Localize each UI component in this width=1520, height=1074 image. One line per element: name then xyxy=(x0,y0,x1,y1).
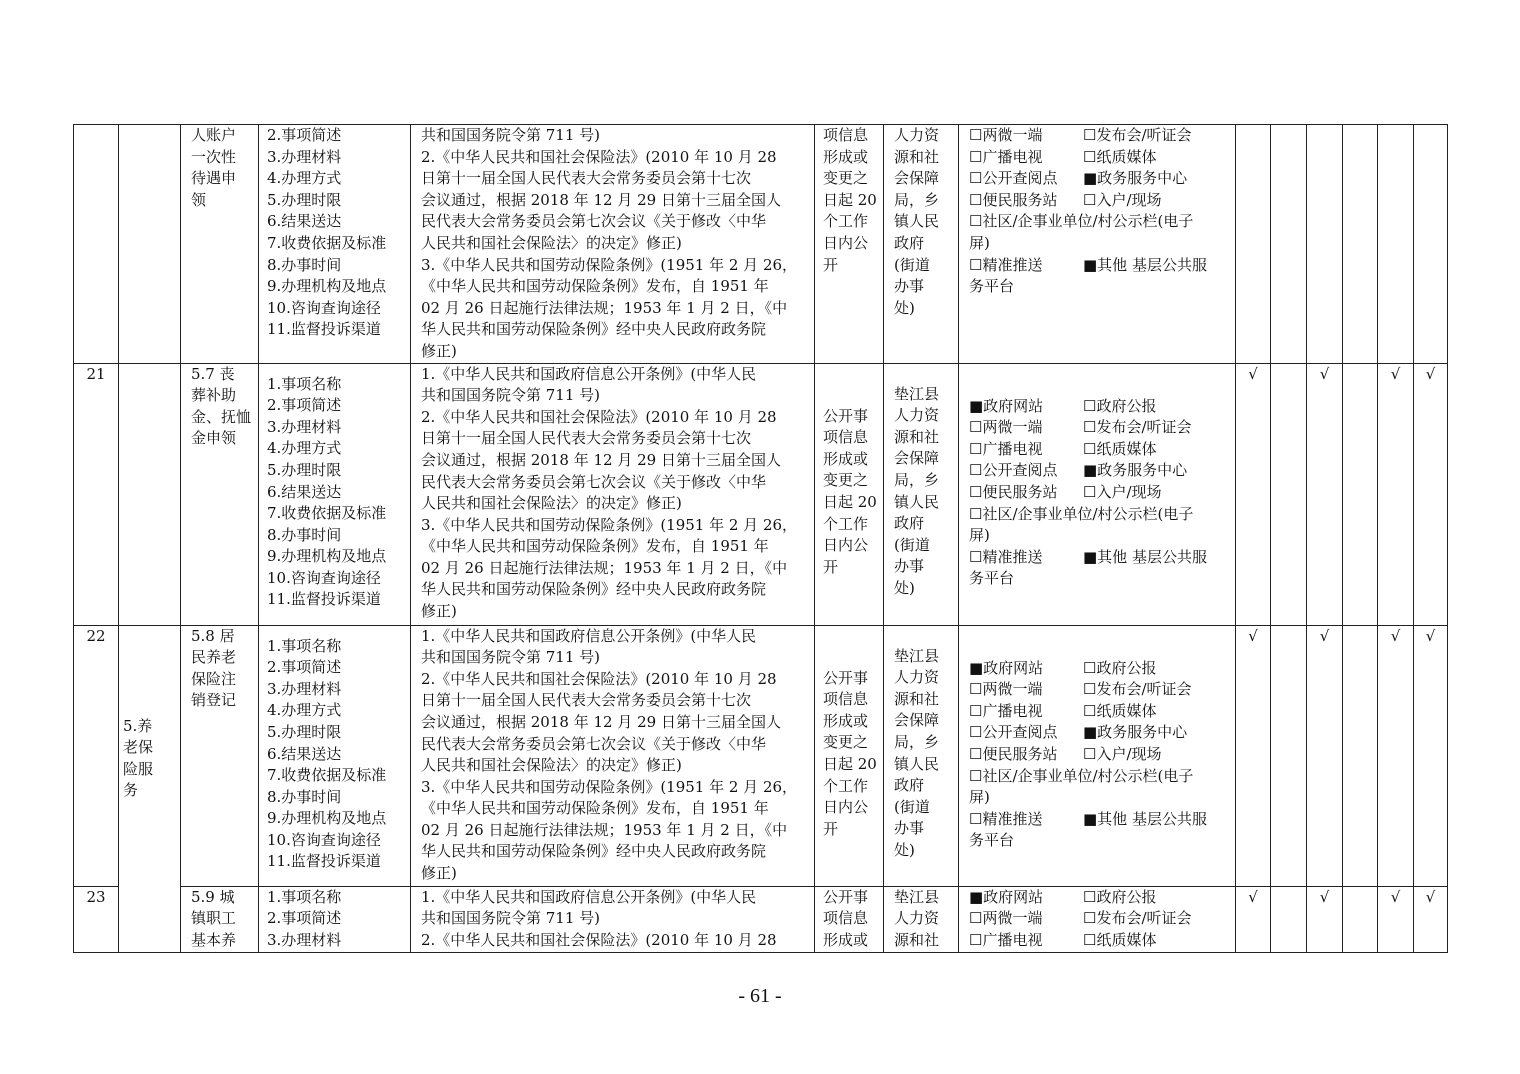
check-mark-cell: √ xyxy=(1378,625,1414,886)
basis-line: 共和国国务院令第 711 号) xyxy=(421,909,601,928)
channel-option: ☐入户/现场 xyxy=(1083,190,1162,209)
subject-line: 镇人民 xyxy=(894,212,940,231)
item-name-line: 金申领 xyxy=(191,429,237,448)
channel-option: ☐社区/企事业单位/村公示栏(电子 xyxy=(969,212,1194,231)
channel-option: 屏) xyxy=(969,526,990,545)
channel-option: ☐发布会/听证会 xyxy=(1083,680,1192,699)
subject-line: 局，乡 xyxy=(894,470,940,489)
basis-line: 共和国国务院令第 711 号) xyxy=(421,648,601,667)
content-line: 10.咨询查询途径 xyxy=(267,298,381,317)
item-name-line: 一次性 xyxy=(191,147,237,166)
disclosure-basis-cell xyxy=(411,125,815,364)
item-name-line: 人账户 xyxy=(191,126,237,144)
subject-line: 会保障 xyxy=(894,711,940,730)
channel-option: ☐两微一端 xyxy=(969,680,1043,699)
channel-row xyxy=(969,744,1231,766)
content-line: 10.咨询查询途径 xyxy=(267,568,381,587)
channel-option: ■政务服务中心 xyxy=(1083,723,1188,742)
subject-line: 人力资 xyxy=(894,909,940,928)
disclosure-content-cell xyxy=(259,886,411,952)
channel-row xyxy=(969,482,1231,504)
basis-line: 人民共和国社会保险法〉的决定》修正) xyxy=(421,756,682,775)
content-line: 2.事项简述 xyxy=(267,909,342,928)
disclosure-channel-cell xyxy=(959,125,1236,364)
basis-line: 2.《中华人民共和国社会保险法》(2010 年 10 月 28 xyxy=(421,669,777,688)
channel-option: ☐入户/现场 xyxy=(1083,482,1162,501)
subject-line: 源和社 xyxy=(894,427,940,446)
channel-row xyxy=(969,460,1231,482)
basis-line: 1.《中华人民共和国政府信息公开条例》(中华人民 xyxy=(421,364,757,383)
subject-line: 人力资 xyxy=(894,126,940,144)
category-line: 险服 xyxy=(123,759,154,778)
basis-line: 修正) xyxy=(421,602,457,621)
item-name-cell xyxy=(181,625,259,886)
basis-line: 民代表大会常务委员会第七次会议《关于修改〈中华 xyxy=(421,212,767,231)
channel-option: ☐两微一端 xyxy=(969,126,1043,144)
channel-row xyxy=(969,504,1231,526)
basis-line: 2.《中华人民共和国社会保险法》(2010 年 10 月 28 xyxy=(421,407,777,426)
time-line: 项信息 xyxy=(823,909,869,928)
subject-line: (街道 xyxy=(894,535,930,554)
subject-line: 处) xyxy=(894,298,915,317)
time-line: 形成或 xyxy=(823,930,869,949)
channel-row xyxy=(969,396,1231,418)
subject-line: 垫江县 xyxy=(894,887,940,906)
channel-row xyxy=(969,679,1231,701)
channel-row xyxy=(969,568,1231,590)
item-name-line: 领 xyxy=(191,190,207,209)
subject-line: 办事 xyxy=(894,557,925,576)
channel-row xyxy=(969,547,1231,569)
channel-option: ☐公开查阅点 xyxy=(969,169,1058,188)
channel-row xyxy=(969,525,1231,547)
subject-line: 办事 xyxy=(894,819,925,838)
basis-line: 华人民共和国劳动保险条例》经中央人民政府政务院 xyxy=(421,580,767,599)
channel-option: ☐广播电视 xyxy=(969,930,1043,949)
category-cell xyxy=(119,363,181,625)
content-line: 2.事项简述 xyxy=(267,396,342,415)
time-line: 个工作 xyxy=(823,212,869,231)
check-mark-cell: √ xyxy=(1236,886,1271,952)
time-line: 公开事 xyxy=(823,668,869,687)
item-name-cell xyxy=(181,363,259,625)
disclosure-subject-cell xyxy=(884,363,959,625)
disclosure-content-cell xyxy=(259,125,411,364)
channel-option: ☐纸质媒体 xyxy=(1083,439,1157,458)
check-mark-cell xyxy=(1271,125,1307,364)
category-line: 老保 xyxy=(123,738,154,757)
channel-option: ■其他 基层公共服 xyxy=(1083,809,1207,828)
table-row xyxy=(74,125,1448,364)
check-mark-cell: √ xyxy=(1307,363,1343,625)
time-line: 个工作 xyxy=(823,776,869,795)
serial-number-cell: 23 xyxy=(74,886,119,952)
subject-line: 源和社 xyxy=(894,147,940,166)
time-line: 日起 20 xyxy=(823,492,877,511)
disclosure-basis-cell xyxy=(411,886,815,952)
item-name-line: 基本养 xyxy=(191,930,237,949)
serial-number-cell: 22 xyxy=(74,625,119,886)
content-line: 3.办理材料 xyxy=(267,417,342,436)
disclosure-table xyxy=(73,124,1448,953)
subject-line: 源和社 xyxy=(894,689,940,708)
channel-row xyxy=(969,701,1231,723)
category-cell xyxy=(119,625,181,952)
time-line: 公开事 xyxy=(823,406,869,425)
channel-row xyxy=(969,930,1231,952)
table-row xyxy=(74,886,1448,952)
basis-line: 会议通过，根据 2018 年 12 月 29 日第十三届全国人 xyxy=(421,450,781,469)
channel-option: ■政务服务中心 xyxy=(1083,461,1188,480)
check-mark-cell: √ xyxy=(1414,625,1448,886)
channel-option: ☐广播电视 xyxy=(969,147,1043,166)
channel-option: ☐发布会/听证会 xyxy=(1083,126,1192,144)
channel-option: ■政府网站 xyxy=(969,887,1044,906)
subject-line: 垫江县 xyxy=(894,646,940,665)
basis-line: 2.《中华人民共和国社会保险法》(2010 年 10 月 28 xyxy=(421,147,777,166)
check-mark-cell: √ xyxy=(1378,363,1414,625)
time-line: 形成或 xyxy=(823,449,869,468)
subject-line: 镇人民 xyxy=(894,754,940,773)
subject-line: 局，乡 xyxy=(894,190,940,209)
subject-line: 政府 xyxy=(894,776,925,795)
channel-option: ☐广播电视 xyxy=(969,439,1043,458)
check-mark-cell xyxy=(1343,125,1378,364)
channel-option: ■其他 基层公共服 xyxy=(1083,255,1207,274)
serial-number-cell xyxy=(74,125,119,364)
channel-row xyxy=(969,233,1231,255)
channel-row xyxy=(969,190,1231,212)
disclosure-time-cell xyxy=(815,625,884,886)
basis-line: 3.《中华人民共和国劳动保险条例》(1951 年 2 月 26， xyxy=(421,255,798,274)
time-line: 变更之 xyxy=(823,169,869,188)
channel-option: ☐政府公报 xyxy=(1083,887,1157,906)
check-mark-cell xyxy=(1378,125,1414,364)
channel-row xyxy=(969,787,1231,809)
basis-line: 1.《中华人民共和国政府信息公开条例》(中华人民 xyxy=(421,887,757,906)
content-line: 6.结果送达 xyxy=(267,482,342,501)
channel-option: 务平台 xyxy=(969,277,1015,296)
subject-line: (街道 xyxy=(894,255,930,274)
content-line: 11.监督投诉渠道 xyxy=(267,590,381,609)
item-name-line: 销登记 xyxy=(191,691,237,710)
content-line: 1.事项名称 xyxy=(267,636,342,655)
category-cell xyxy=(119,125,181,364)
basis-line: 《中华人民共和国劳动保险条例》发布，自 1951 年 xyxy=(421,537,769,556)
subject-line: 会保障 xyxy=(894,449,940,468)
basis-line: 华人民共和国劳动保险条例》经中央人民政府政务院 xyxy=(421,320,767,339)
basis-line: 《中华人民共和国劳动保险条例》发布，自 1951 年 xyxy=(421,277,769,296)
channel-row xyxy=(969,211,1231,233)
channel-option: ☐精准推送 xyxy=(969,255,1043,274)
time-line: 项信息 xyxy=(823,428,869,447)
time-line: 开 xyxy=(823,819,839,838)
basis-line: 02 月 26 日起施行法律法规；1953 年 1 月 2 日，《中 xyxy=(421,298,788,317)
table-body xyxy=(74,125,1448,953)
basis-line: 人民共和国社会保险法〉的决定》修正) xyxy=(421,494,682,513)
time-line: 项信息 xyxy=(823,126,869,144)
channel-row xyxy=(969,830,1231,852)
item-name-line: 5.9 城 xyxy=(191,887,235,906)
check-mark-cell xyxy=(1236,125,1271,364)
table-row xyxy=(74,625,1448,886)
content-line: 1.事项名称 xyxy=(267,374,342,393)
content-line: 3.办理材料 xyxy=(267,930,342,949)
check-mark-cell xyxy=(1343,625,1378,886)
channel-option: ☐社区/企事业单位/村公示栏(电子 xyxy=(969,504,1194,523)
basis-line: 3.《中华人民共和国劳动保险条例》(1951 年 2 月 26， xyxy=(421,777,798,796)
check-mark-cell xyxy=(1307,125,1343,364)
table-row xyxy=(74,363,1448,625)
channel-option: 务平台 xyxy=(969,569,1015,588)
check-mark-cell: √ xyxy=(1307,886,1343,952)
check-mark-cell: √ xyxy=(1378,886,1414,952)
basis-line: 修正) xyxy=(421,341,457,360)
channel-row xyxy=(969,722,1231,744)
disclosure-basis-cell xyxy=(411,363,815,625)
time-line: 日起 20 xyxy=(823,190,877,209)
disclosure-subject-cell xyxy=(884,125,959,364)
channel-option: ■其他 基层公共服 xyxy=(1083,547,1207,566)
channel-option: ☐公开查阅点 xyxy=(969,461,1058,480)
channel-option: ☐发布会/听证会 xyxy=(1083,909,1192,928)
subject-line: 会保障 xyxy=(894,169,940,188)
channel-option: 屏) xyxy=(969,788,990,807)
item-name-cell xyxy=(181,886,259,952)
check-mark-cell: √ xyxy=(1236,625,1271,886)
content-line: 6.结果送达 xyxy=(267,744,342,763)
time-line: 变更之 xyxy=(823,471,869,490)
basis-line: 共和国国务院令第 711 号) xyxy=(421,126,601,144)
item-name-line: 镇职工 xyxy=(191,909,237,928)
check-mark-cell xyxy=(1271,886,1307,952)
content-line: 9.办理机构及地点 xyxy=(267,277,387,296)
disclosure-channel-cell xyxy=(959,625,1236,886)
subject-line: 垫江县 xyxy=(894,384,940,403)
disclosure-basis-cell xyxy=(411,625,815,886)
basis-line: 日第十一届全国人民代表大会常务委员会第十七次 xyxy=(421,429,752,448)
item-name-line: 5.8 居 xyxy=(191,626,235,645)
channel-option: ☐纸质媒体 xyxy=(1083,930,1157,949)
channel-option: ☐发布会/听证会 xyxy=(1083,418,1192,437)
time-line: 日内公 xyxy=(823,233,869,252)
page-number: - 61 - xyxy=(738,985,782,1007)
time-line: 开 xyxy=(823,255,839,274)
time-line: 日内公 xyxy=(823,798,869,817)
disclosure-content-cell xyxy=(259,625,411,886)
disclosure-time-cell xyxy=(815,363,884,625)
serial-number-cell: 21 xyxy=(74,363,119,625)
channel-option: ☐政府公报 xyxy=(1083,396,1157,415)
channel-option: ☐精准推送 xyxy=(969,547,1043,566)
channel-option: ■政务服务中心 xyxy=(1083,169,1188,188)
disclosure-time-cell xyxy=(815,886,884,952)
channel-option: 务平台 xyxy=(969,831,1015,850)
content-line: 5.办理时限 xyxy=(267,190,342,209)
time-line: 形成或 xyxy=(823,147,869,166)
basis-line: 02 月 26 日起施行法律法规；1953 年 1 月 2 日，《中 xyxy=(421,820,788,839)
content-line: 3.办理材料 xyxy=(267,679,342,698)
item-name-line: 金、抚恤 xyxy=(191,407,252,426)
time-line: 日内公 xyxy=(823,536,869,555)
channel-option: ☐纸质媒体 xyxy=(1083,701,1157,720)
channel-row xyxy=(969,125,1231,147)
disclosure-channel-cell xyxy=(959,363,1236,625)
channel-option: ☐便民服务站 xyxy=(969,744,1058,763)
content-line: 9.办理机构及地点 xyxy=(267,547,387,566)
category-line: 5.养 xyxy=(123,716,153,735)
time-line: 个工作 xyxy=(823,514,869,533)
basis-line: 会议通过，根据 2018 年 12 月 29 日第十三届全国人 xyxy=(421,712,781,731)
disclosure-subject-cell xyxy=(884,886,959,952)
channel-option: ☐纸质媒体 xyxy=(1083,147,1157,166)
basis-line: 人民共和国社会保险法〉的决定》修正) xyxy=(421,233,682,252)
basis-line: 日第十一届全国人民代表大会常务委员会第十七次 xyxy=(421,169,752,188)
subject-line: 人力资 xyxy=(894,406,940,425)
check-mark-cell: √ xyxy=(1307,625,1343,886)
basis-line: 2.《中华人民共和国社会保险法》(2010 年 10 月 28 xyxy=(421,930,777,949)
basis-line: 共和国国务院令第 711 号) xyxy=(421,386,601,405)
channel-option: ☐公开查阅点 xyxy=(969,723,1058,742)
subject-line: 政府 xyxy=(894,514,925,533)
time-line: 形成或 xyxy=(823,711,869,730)
channel-row xyxy=(969,276,1231,298)
check-mark-cell: √ xyxy=(1236,363,1271,625)
channel-option: ☐两微一端 xyxy=(969,418,1043,437)
channel-row xyxy=(969,766,1231,788)
basis-line: 《中华人民共和国劳动保险条例》发布，自 1951 年 xyxy=(421,799,769,818)
basis-line: 1.《中华人民共和国政府信息公开条例》(中华人民 xyxy=(421,626,757,645)
subject-line: (街道 xyxy=(894,797,930,816)
check-mark-cell xyxy=(1343,886,1378,952)
content-line: 9.办理机构及地点 xyxy=(267,809,387,828)
channel-row xyxy=(969,147,1231,169)
disclosure-channel-cell xyxy=(959,886,1236,952)
channel-row xyxy=(969,908,1231,930)
content-line: 11.监督投诉渠道 xyxy=(267,320,381,339)
basis-line: 修正) xyxy=(421,864,457,883)
time-line: 日起 20 xyxy=(823,754,877,773)
channel-row xyxy=(969,255,1231,277)
channel-option: ☐入户/现场 xyxy=(1083,744,1162,763)
content-line: 8.办事时间 xyxy=(267,787,342,806)
channel-option: ☐广播电视 xyxy=(969,701,1043,720)
channel-row xyxy=(969,887,1231,909)
channel-row xyxy=(969,417,1231,439)
channel-option: ☐精准推送 xyxy=(969,809,1043,828)
item-name-line: 待遇申 xyxy=(191,169,237,188)
subject-line: 处) xyxy=(894,840,915,859)
channel-option: ☐便民服务站 xyxy=(969,482,1058,501)
content-line: 4.办理方式 xyxy=(267,439,342,458)
content-line: 4.办理方式 xyxy=(267,169,342,188)
time-line: 开 xyxy=(823,557,839,576)
basis-line: 会议通过，根据 2018 年 12 月 29 日第十三届全国人 xyxy=(421,190,781,209)
item-name-line: 保险注 xyxy=(191,669,237,688)
check-mark-cell xyxy=(1343,363,1378,625)
time-line: 变更之 xyxy=(823,733,869,752)
channel-row xyxy=(969,658,1231,680)
category-line: 务 xyxy=(123,781,139,800)
basis-line: 民代表大会常务委员会第七次会议《关于修改〈中华 xyxy=(421,472,767,491)
channel-row xyxy=(969,439,1231,461)
channel-row xyxy=(969,168,1231,190)
item-name-line: 5.7 丧 xyxy=(191,364,235,383)
check-mark-cell xyxy=(1414,125,1448,364)
channel-option: ☐两微一端 xyxy=(969,909,1043,928)
disclosure-subject-cell xyxy=(884,625,959,886)
content-line: 4.办理方式 xyxy=(267,701,342,720)
content-line: 8.办事时间 xyxy=(267,525,342,544)
content-line: 5.办理时限 xyxy=(267,460,342,479)
content-line: 5.办理时限 xyxy=(267,722,342,741)
subject-line: 政府 xyxy=(894,233,925,252)
check-mark-cell xyxy=(1271,363,1307,625)
subject-line: 处) xyxy=(894,578,915,597)
channel-option: ☐政府公报 xyxy=(1083,658,1157,677)
subject-line: 办事 xyxy=(894,277,925,296)
subject-line: 镇人民 xyxy=(894,492,940,511)
content-line: 2.事项简述 xyxy=(267,126,342,144)
check-mark-cell: √ xyxy=(1414,886,1448,952)
basis-line: 华人民共和国劳动保险条例》经中央人民政府政务院 xyxy=(421,842,767,861)
channel-option: ■政府网站 xyxy=(969,396,1044,415)
content-line: 1.事项名称 xyxy=(267,887,342,906)
disclosure-content-cell xyxy=(259,363,411,625)
channel-option: ☐便民服务站 xyxy=(969,190,1058,209)
subject-line: 局，乡 xyxy=(894,732,940,751)
channel-option: ■政府网站 xyxy=(969,658,1044,677)
content-line: 2.事项简述 xyxy=(267,658,342,677)
content-line: 7.收费依据及标准 xyxy=(267,766,387,785)
channel-option: ☐社区/企事业单位/村公示栏(电子 xyxy=(969,766,1194,785)
time-line: 项信息 xyxy=(823,690,869,709)
subject-line: 源和社 xyxy=(894,930,940,949)
content-line: 8.办事时间 xyxy=(267,255,342,274)
content-line: 3.办理材料 xyxy=(267,147,342,166)
content-line: 11.监督投诉渠道 xyxy=(267,852,381,871)
item-name-cell xyxy=(181,125,259,364)
check-mark-cell: √ xyxy=(1414,363,1448,625)
channel-row xyxy=(969,809,1231,831)
check-mark-cell xyxy=(1271,625,1307,886)
time-line: 公开事 xyxy=(823,887,869,906)
content-line: 10.咨询查询途径 xyxy=(267,830,381,849)
basis-line: 02 月 26 日起施行法律法规；1953 年 1 月 2 日，《中 xyxy=(421,558,788,577)
basis-line: 3.《中华人民共和国劳动保险条例》(1951 年 2 月 26， xyxy=(421,515,798,534)
content-line: 7.收费依据及标准 xyxy=(267,504,387,523)
subject-line: 人力资 xyxy=(894,668,940,687)
item-name-line: 民养老 xyxy=(191,648,237,667)
channel-option: 屏) xyxy=(969,233,990,252)
basis-line: 民代表大会常务委员会第七次会议《关于修改〈中华 xyxy=(421,734,767,753)
disclosure-time-cell xyxy=(815,125,884,364)
basis-line: 日第十一届全国人民代表大会常务委员会第十七次 xyxy=(421,691,752,710)
content-line: 6.结果送达 xyxy=(267,212,342,231)
content-line: 7.收费依据及标准 xyxy=(267,233,387,252)
item-name-line: 葬补助 xyxy=(191,386,237,405)
